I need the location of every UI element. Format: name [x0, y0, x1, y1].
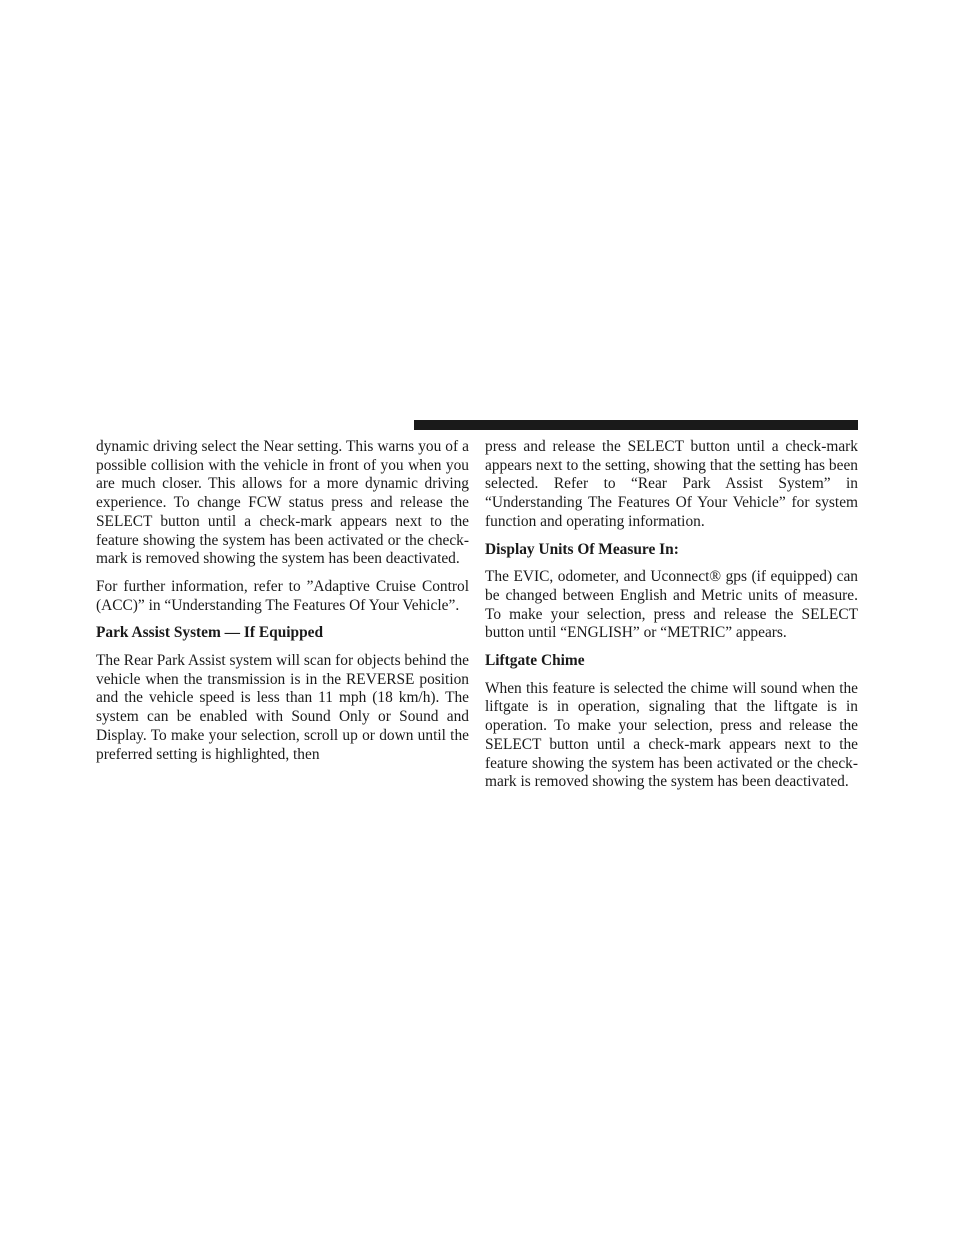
park-assist-heading: Park Assist System — If Equipped — [96, 624, 324, 642]
liftgate-chime-paragraph: When this feature is selected the chime will sound when the liftgate is in operation, signaling that the liftgate is in operation. To make your selection, press and release the SELECT button until a check-mark appears next to the feature showing the system has been activated or the check-mark is removed showing the system has been deactivated. — [485, 679, 858, 791]
acc-reference-paragraph: For further information, refer to ”Adaptive Cruise Control (ACC)” in “Understanding The Features Of Your Vehicle”. — [96, 577, 469, 614]
right-column — [485, 438, 858, 801]
section-header-bar — [414, 420, 858, 430]
fcw-continuation-paragraph: dynamic driving select the Near setting. This warns you of a possible collision with the vehicle in front of you when you are much closer. This allows for a more dynamic driving experience. To change FCW status press and release the SELECT button until a check-mark appears next to the feature showing the system has been activated or the check-mark is removed showing the system has been deactivated. — [96, 438, 469, 568]
left-column — [96, 438, 469, 773]
display-units-paragraph: The EVIC, odometer, and Uconnect® gps (if equipped) can be changed between English and Metric units of measure. To make your selection, press and release the SELECT button until “ENGLISH” or “METRIC” appears. — [485, 568, 858, 642]
display-units-heading: Display Units Of Measure In: — [485, 540, 679, 558]
park-assist-continuation-paragraph: press and release the SELECT button until a check-mark appears next to the setting, showing that the setting has been selected. Refer to “Rear Park Assist System” in “Understanding The Features Of Your Vehicle” for system function and operating information. — [485, 438, 858, 530]
liftgate-chime-heading: Liftgate Chime — [485, 652, 585, 670]
park-assist-paragraph: The Rear Park Assist system will scan for objects behind the vehicle when the transmission is in the REVERSE position and the vehicle speed is less than 11 mph (18 km/h). The system can be enabled with Sound Only or Sound and Display. To make your selection, scroll up or down until the preferred setting is highlighted, then — [96, 652, 469, 763]
